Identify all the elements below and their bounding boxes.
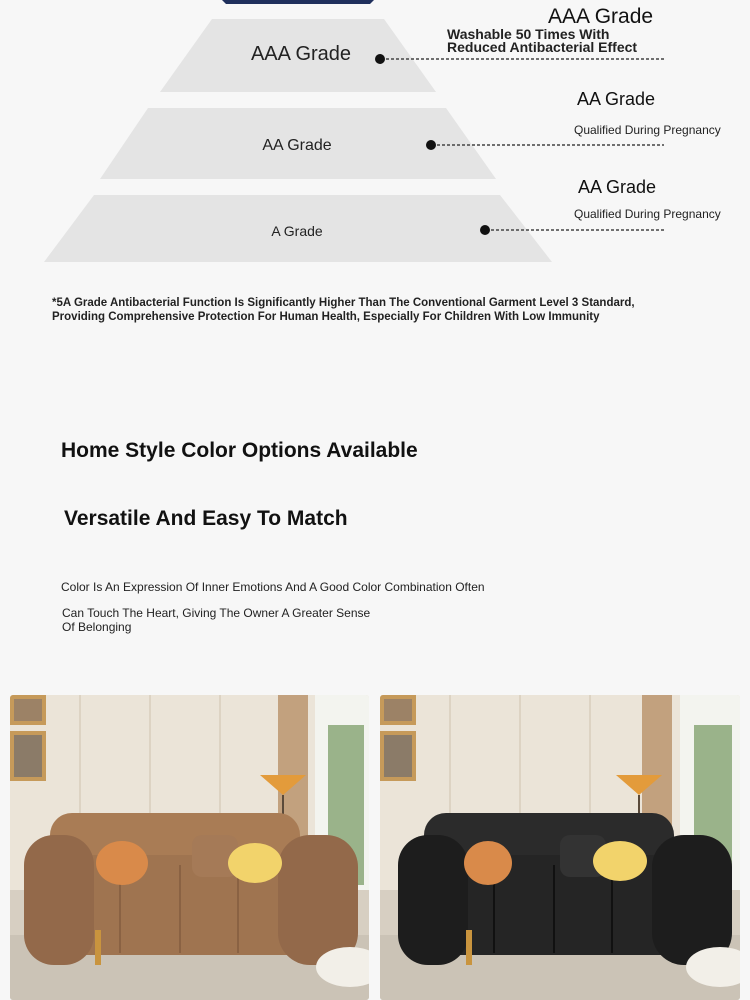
section-paragraph (62, 607, 370, 634)
connector-dot (375, 54, 385, 64)
section-paragraph-line-3: Of Belonging (62, 619, 132, 634)
callout-subtitle-line: Washable 50 Times With (447, 26, 610, 42)
tier-label-aa: AA Grade (262, 137, 332, 154)
sofa-illustration-black (380, 695, 740, 1000)
sofa-photo-black (380, 695, 740, 1000)
callout-title-aa-1: AA Grade (577, 89, 656, 109)
callout-subtitle-aa-1: Qualified During Pregnancy (574, 123, 721, 137)
footnote-line-2: Providing Comprehensive Protection For Human Health, Especially For Children With Low Immunity (52, 310, 600, 323)
callout-subtitle-line: Reduced Antibacterial Effect (447, 39, 638, 55)
callout-title-aa-2: AA Grade (578, 177, 657, 197)
grade-pyramid (0, 0, 750, 300)
footnote-line-1: *5A Grade Antibacterial Function Is Significantly Higher Than The Conventional Garment Level 3 Standard, (52, 297, 635, 309)
sofa-illustration-brown (10, 695, 369, 1000)
footnote (52, 297, 635, 324)
callout-subtitle-aaa (447, 28, 637, 54)
tier-label-a: A Grade (271, 223, 323, 239)
connector-dot (426, 140, 436, 150)
pyramid-top-band (222, 0, 374, 4)
callout-title-aaa: AAA Grade (548, 5, 654, 28)
connector-dot (480, 225, 490, 235)
sofa-photo-brown (10, 695, 369, 1000)
tier-label-aaa: AAA Grade (250, 43, 352, 65)
section-heading: Home Style Color Options Available (61, 439, 418, 462)
callout-subtitle-aa-2: Qualified During Pregnancy (574, 207, 721, 221)
section-paragraph-line-2: Can Touch The Heart, Giving The Owner A Greater Sense (62, 606, 371, 620)
section-paragraph-line-1: Color Is An Expression Of Inner Emotions And A Good Color Combination Often (61, 580, 485, 594)
section-subheading: Versatile And Easy To Match (64, 507, 348, 530)
